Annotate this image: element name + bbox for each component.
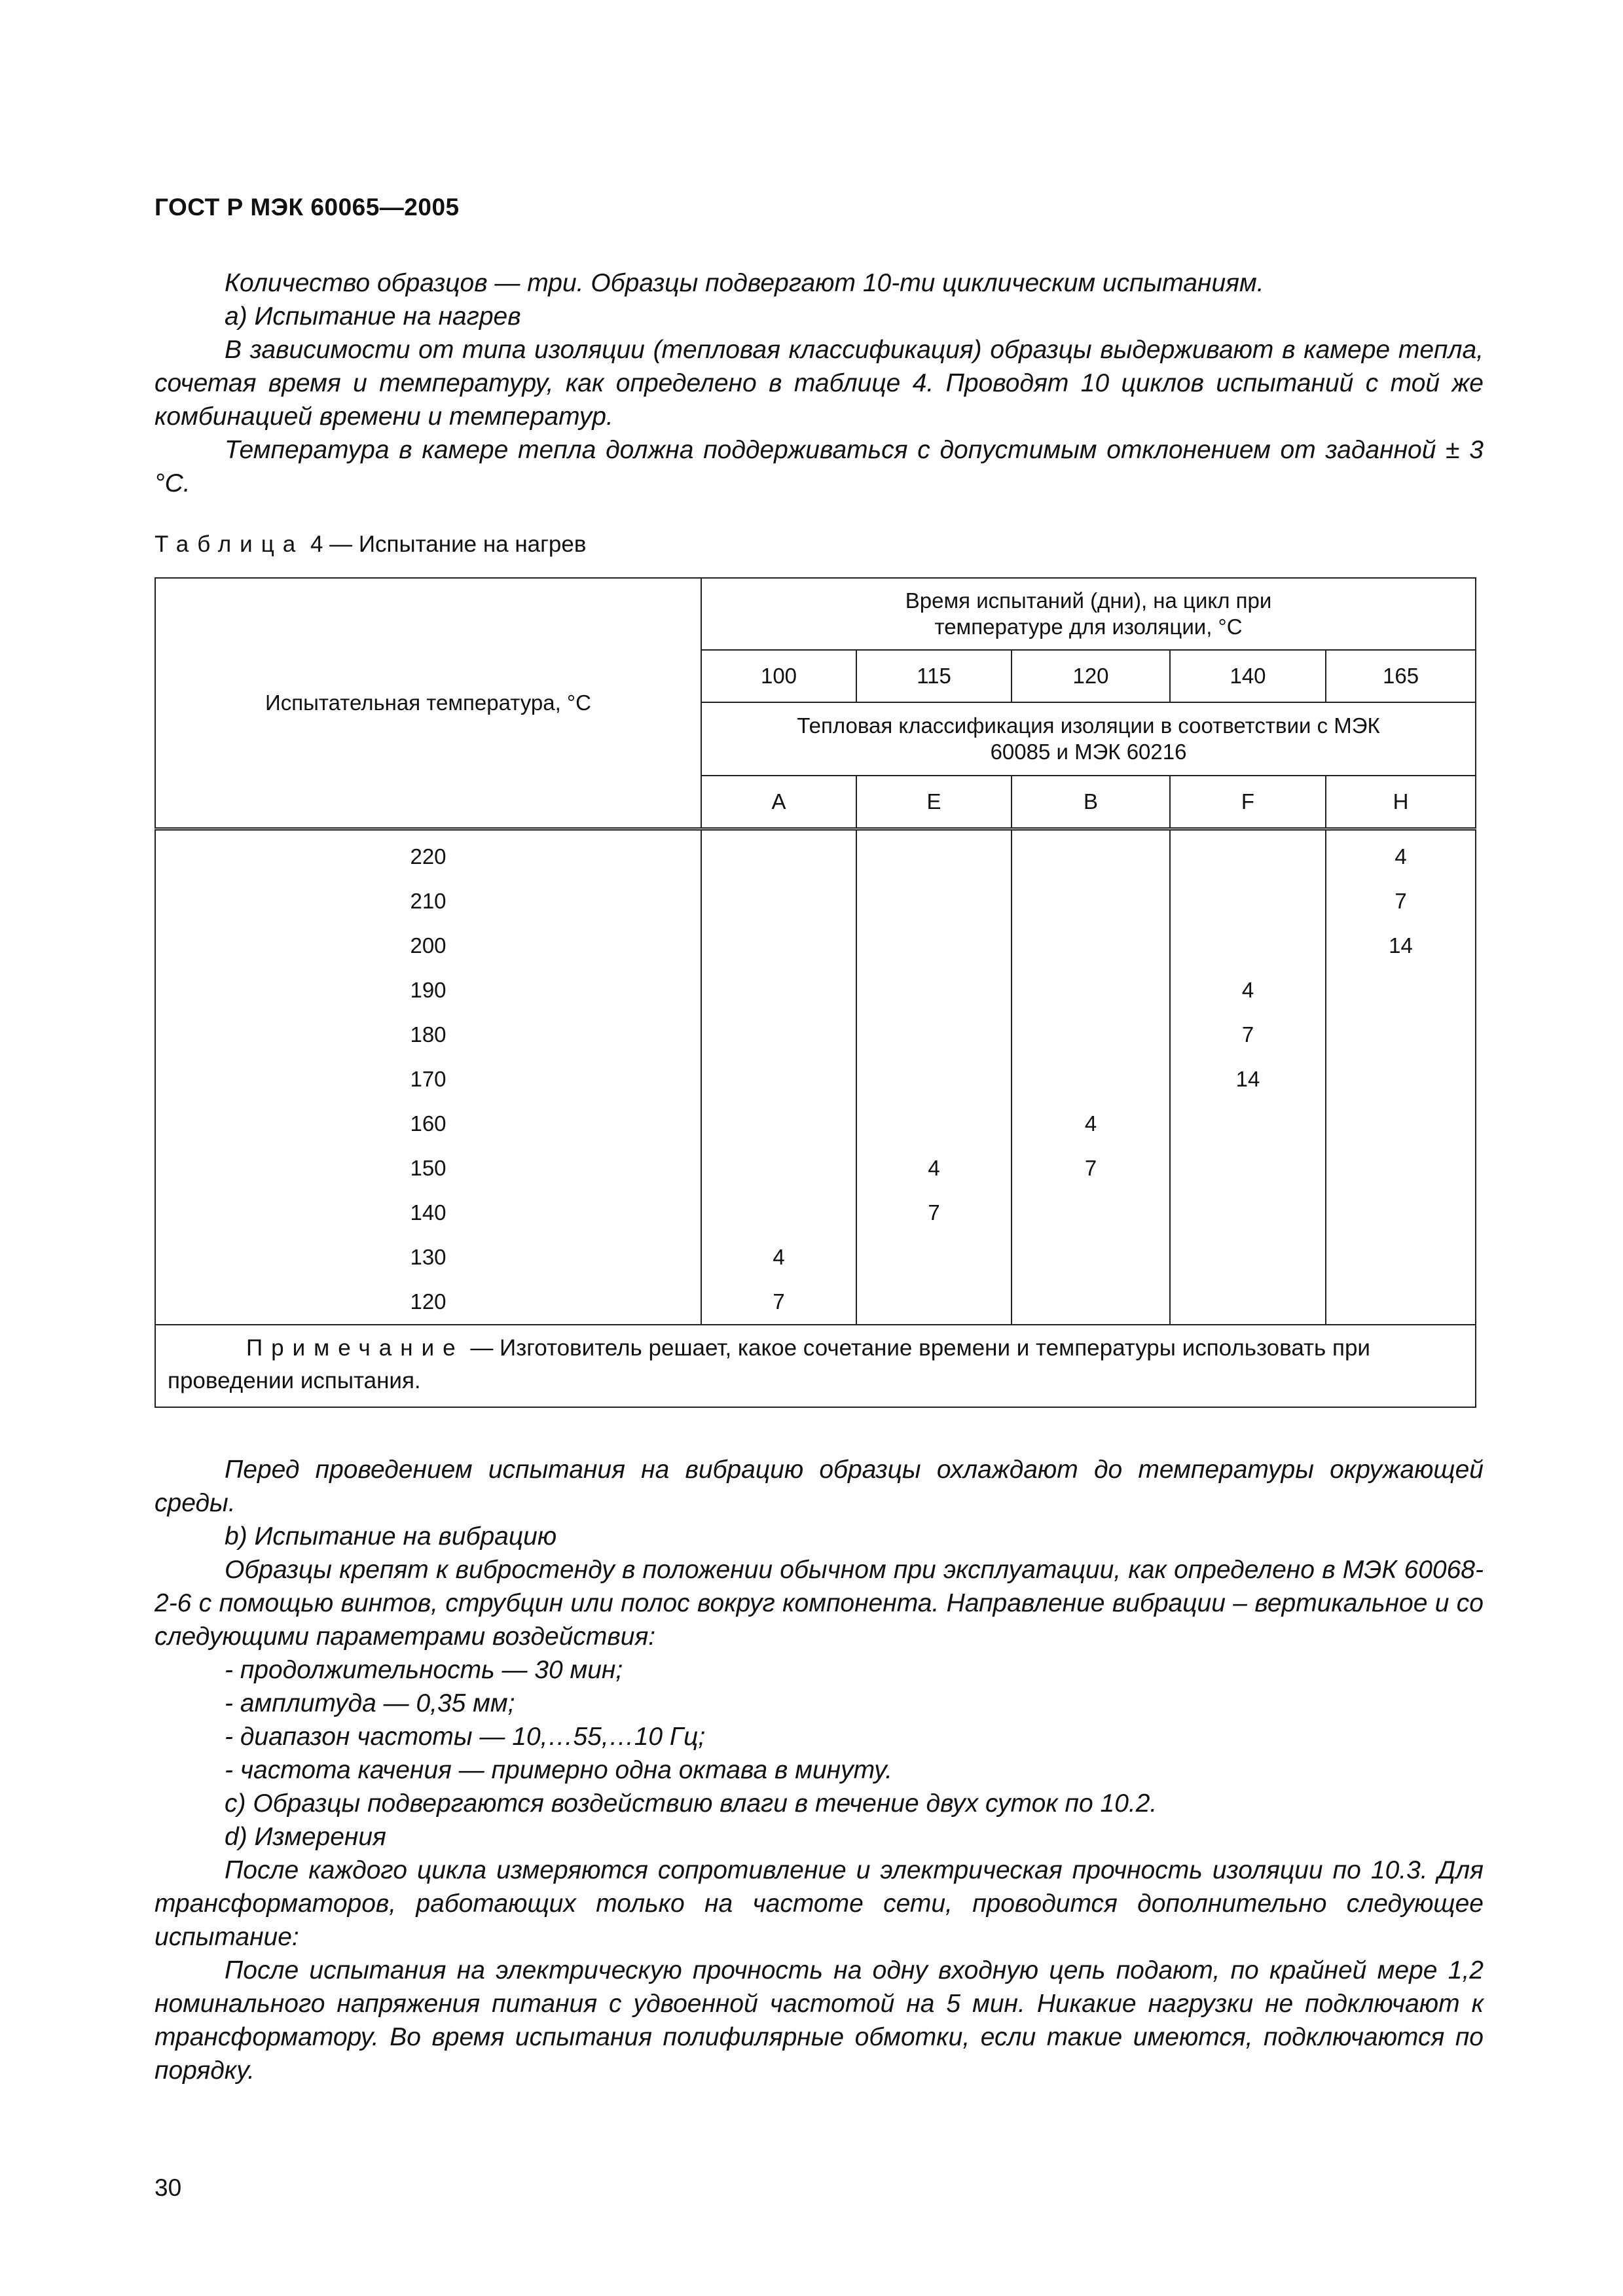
intro-paragraph: а) Испытание на нагрев	[225, 302, 521, 331]
table-caption-text: 4 — Испытание на нагрев	[310, 531, 587, 557]
body-paragraph: После испытания на электрическую прочность на одну входную цепь подают, по крайней мере 1,2 номинального напряжения питания с удвоенной частотой на 5 мин. Никакие нагрузки не подключают к трансформатору. Во время испытания полифилярные обмотки, если такие имеются, подключаются по порядку.	[155, 1956, 1484, 2085]
days-cell	[701, 1057, 856, 1102]
days-cell	[1170, 1102, 1326, 1146]
days-cell	[1326, 1280, 1476, 1325]
days-cell: 4	[701, 1235, 856, 1280]
days-cell	[856, 1102, 1012, 1146]
body-paragraph: с) Образцы подвергаются воздействию влаги в течение двух суток по 10.2.	[225, 1789, 1158, 1818]
days-cell: 4	[1326, 834, 1476, 879]
test-temp-cell: 210	[155, 879, 701, 924]
table-row	[155, 1013, 1476, 1057]
table-row	[155, 1146, 1476, 1191]
days-cell	[1170, 1146, 1326, 1191]
body-paragraph: После каждого цикла измеряются сопротивление и электрическая прочность изоляции по 10.3. Для трансформаторов, работающих только на частоте сети, проводится дополнительно следующее испытание:	[155, 1856, 1484, 1951]
insulation-class-cell: H	[1326, 776, 1476, 829]
body-paragraph: d) Измерения	[225, 1823, 386, 1851]
days-cell	[1326, 1191, 1476, 1235]
intro-paragraph: Количество образцов — три. Образцы подвергают 10-ти циклическим испытаниям.	[225, 269, 1264, 297]
days-cell: 7	[856, 1191, 1012, 1235]
insulation-class-cell: B	[1012, 776, 1170, 829]
table-row	[155, 924, 1476, 968]
note-text: — Изготовитель решает, какое сочетание времени и температуры использовать при проведении испытания.	[168, 1335, 1370, 1393]
list-item: - амплитуда — 0,35 мм;	[225, 1689, 515, 1717]
days-cell	[1170, 1280, 1326, 1325]
intro-section	[155, 266, 1484, 500]
table-row	[155, 968, 1476, 1013]
test-temp-cell: 190	[155, 968, 701, 1013]
list-item: - частота качения — примерно одна октава в минуту.	[225, 1756, 892, 1784]
days-cell	[1012, 1280, 1170, 1325]
days-cell	[856, 1013, 1012, 1057]
days-cell	[701, 924, 856, 968]
days-cell	[1012, 1013, 1170, 1057]
document-header: ГОСТ Р МЭК 60065—2005	[155, 194, 460, 221]
days-cell	[1170, 834, 1326, 879]
row-header-label: Испытательная температура, °С	[265, 691, 591, 715]
days-cell: 7	[1326, 879, 1476, 924]
days-cell	[701, 879, 856, 924]
days-cell	[701, 968, 856, 1013]
days-cell: 14	[1170, 1057, 1326, 1102]
days-cell: 4	[856, 1146, 1012, 1191]
test-temp-cell: 150	[155, 1146, 701, 1191]
table-note	[155, 1325, 1476, 1407]
days-cell	[1326, 1146, 1476, 1191]
days-cell	[1326, 1013, 1476, 1057]
days-cell	[701, 1191, 856, 1235]
days-cell: 4	[1170, 968, 1326, 1013]
days-cell: 7	[1012, 1146, 1170, 1191]
list-item: - диапазон частоты — 10,…55,…10 Гц;	[225, 1723, 706, 1751]
test-temp-cell: 170	[155, 1057, 701, 1102]
days-cell	[856, 968, 1012, 1013]
days-cell	[1170, 924, 1326, 968]
test-temp-cell: 120	[155, 1280, 701, 1325]
body-paragraph: Образцы крепят к вибростенду в положении обычном при эксплуатации, как определено в МЭК 60068-2-6 с помощью винтов, струбцин или полос вокруг компонента. Направление вибрации – вертикальное и со следующими параметрами воздействия:	[155, 1556, 1484, 1651]
days-cell	[1326, 1235, 1476, 1280]
insulation-class-cell: E	[856, 776, 1012, 829]
time-header-label: Время испытаний (дни), на цикл при температуре для изоляции, °С	[905, 588, 1272, 639]
table-caption-label: Таблица	[155, 531, 304, 557]
days-cell	[1012, 1235, 1170, 1280]
days-cell: 4	[1012, 1102, 1170, 1146]
days-cell	[1170, 879, 1326, 924]
days-cell	[701, 1102, 856, 1146]
table-row	[155, 1057, 1476, 1102]
days-cell	[856, 1235, 1012, 1280]
days-cell	[856, 1280, 1012, 1325]
class-header-cell	[701, 702, 1476, 776]
days-cell	[1012, 834, 1170, 879]
table-row	[155, 1102, 1476, 1146]
test-temp-cell: 200	[155, 924, 701, 968]
list-item: - продолжительность — 30 мин;	[225, 1656, 623, 1684]
days-cell	[1326, 1102, 1476, 1146]
days-cell: 14	[1326, 924, 1476, 968]
days-cell	[856, 924, 1012, 968]
insulation-temp-cell: 115	[856, 650, 1012, 702]
note-label: Примечание	[246, 1335, 464, 1361]
test-temp-cell: 140	[155, 1191, 701, 1235]
days-cell	[1326, 1057, 1476, 1102]
days-cell	[701, 1146, 856, 1191]
days-cell	[701, 1013, 856, 1057]
body-section	[155, 1453, 1484, 2087]
table-row	[155, 1235, 1476, 1280]
days-cell	[1326, 968, 1476, 1013]
insulation-class-cell: F	[1170, 776, 1326, 829]
body-paragraph: b) Испытание на вибрацию	[225, 1522, 557, 1551]
insulation-temp-cell: 120	[1012, 650, 1170, 702]
days-cell	[1012, 968, 1170, 1013]
insulation-class-cell: A	[701, 776, 856, 829]
days-cell	[856, 879, 1012, 924]
test-temp-cell: 220	[155, 834, 701, 879]
table-row	[155, 834, 1476, 879]
table-row	[155, 1280, 1476, 1325]
days-cell	[1170, 1191, 1326, 1235]
table-row	[155, 879, 1476, 924]
days-cell	[1170, 1235, 1326, 1280]
table-row	[155, 1191, 1476, 1235]
insulation-temp-cell: 165	[1326, 650, 1476, 702]
intro-paragraph: Температура в камере тепла должна поддерживаться с допустимым отклонением от заданной ± 3 °С.	[155, 436, 1484, 497]
table-caption	[155, 531, 586, 558]
days-cell	[1012, 1057, 1170, 1102]
time-header-cell	[701, 578, 1476, 650]
days-cell: 7	[701, 1280, 856, 1325]
row-header-cell	[155, 578, 701, 829]
header-separator	[155, 829, 1476, 835]
insulation-temp-cell: 100	[701, 650, 856, 702]
days-cell	[856, 1057, 1012, 1102]
days-cell	[1012, 879, 1170, 924]
intro-paragraph: В зависимости от типа изоляции (тепловая классификация) образцы выдерживают в камере тепла, сочетая время и температуру, как определено в таблице 4. Проводят 10 циклов испытаний с той же комбинацией времени и температур.	[155, 336, 1484, 431]
test-temp-cell: 160	[155, 1102, 701, 1146]
body-paragraph: Перед проведением испытания на вибрацию образцы охлаждают до температуры окружающей среды.	[155, 1456, 1484, 1517]
days-cell	[1012, 924, 1170, 968]
insulation-temp-cell: 140	[1170, 650, 1326, 702]
days-cell	[701, 834, 856, 879]
heat-test-table	[155, 577, 1476, 1408]
days-cell	[856, 834, 1012, 879]
test-temp-cell: 130	[155, 1235, 701, 1280]
days-cell: 7	[1170, 1013, 1326, 1057]
days-cell	[1012, 1191, 1170, 1235]
test-temp-cell: 180	[155, 1013, 701, 1057]
class-header-label: Тепловая классификация изоляции в соответствии с МЭК 60085 и МЭК 60216	[797, 713, 1380, 764]
page-number: 30	[155, 2174, 182, 2201]
